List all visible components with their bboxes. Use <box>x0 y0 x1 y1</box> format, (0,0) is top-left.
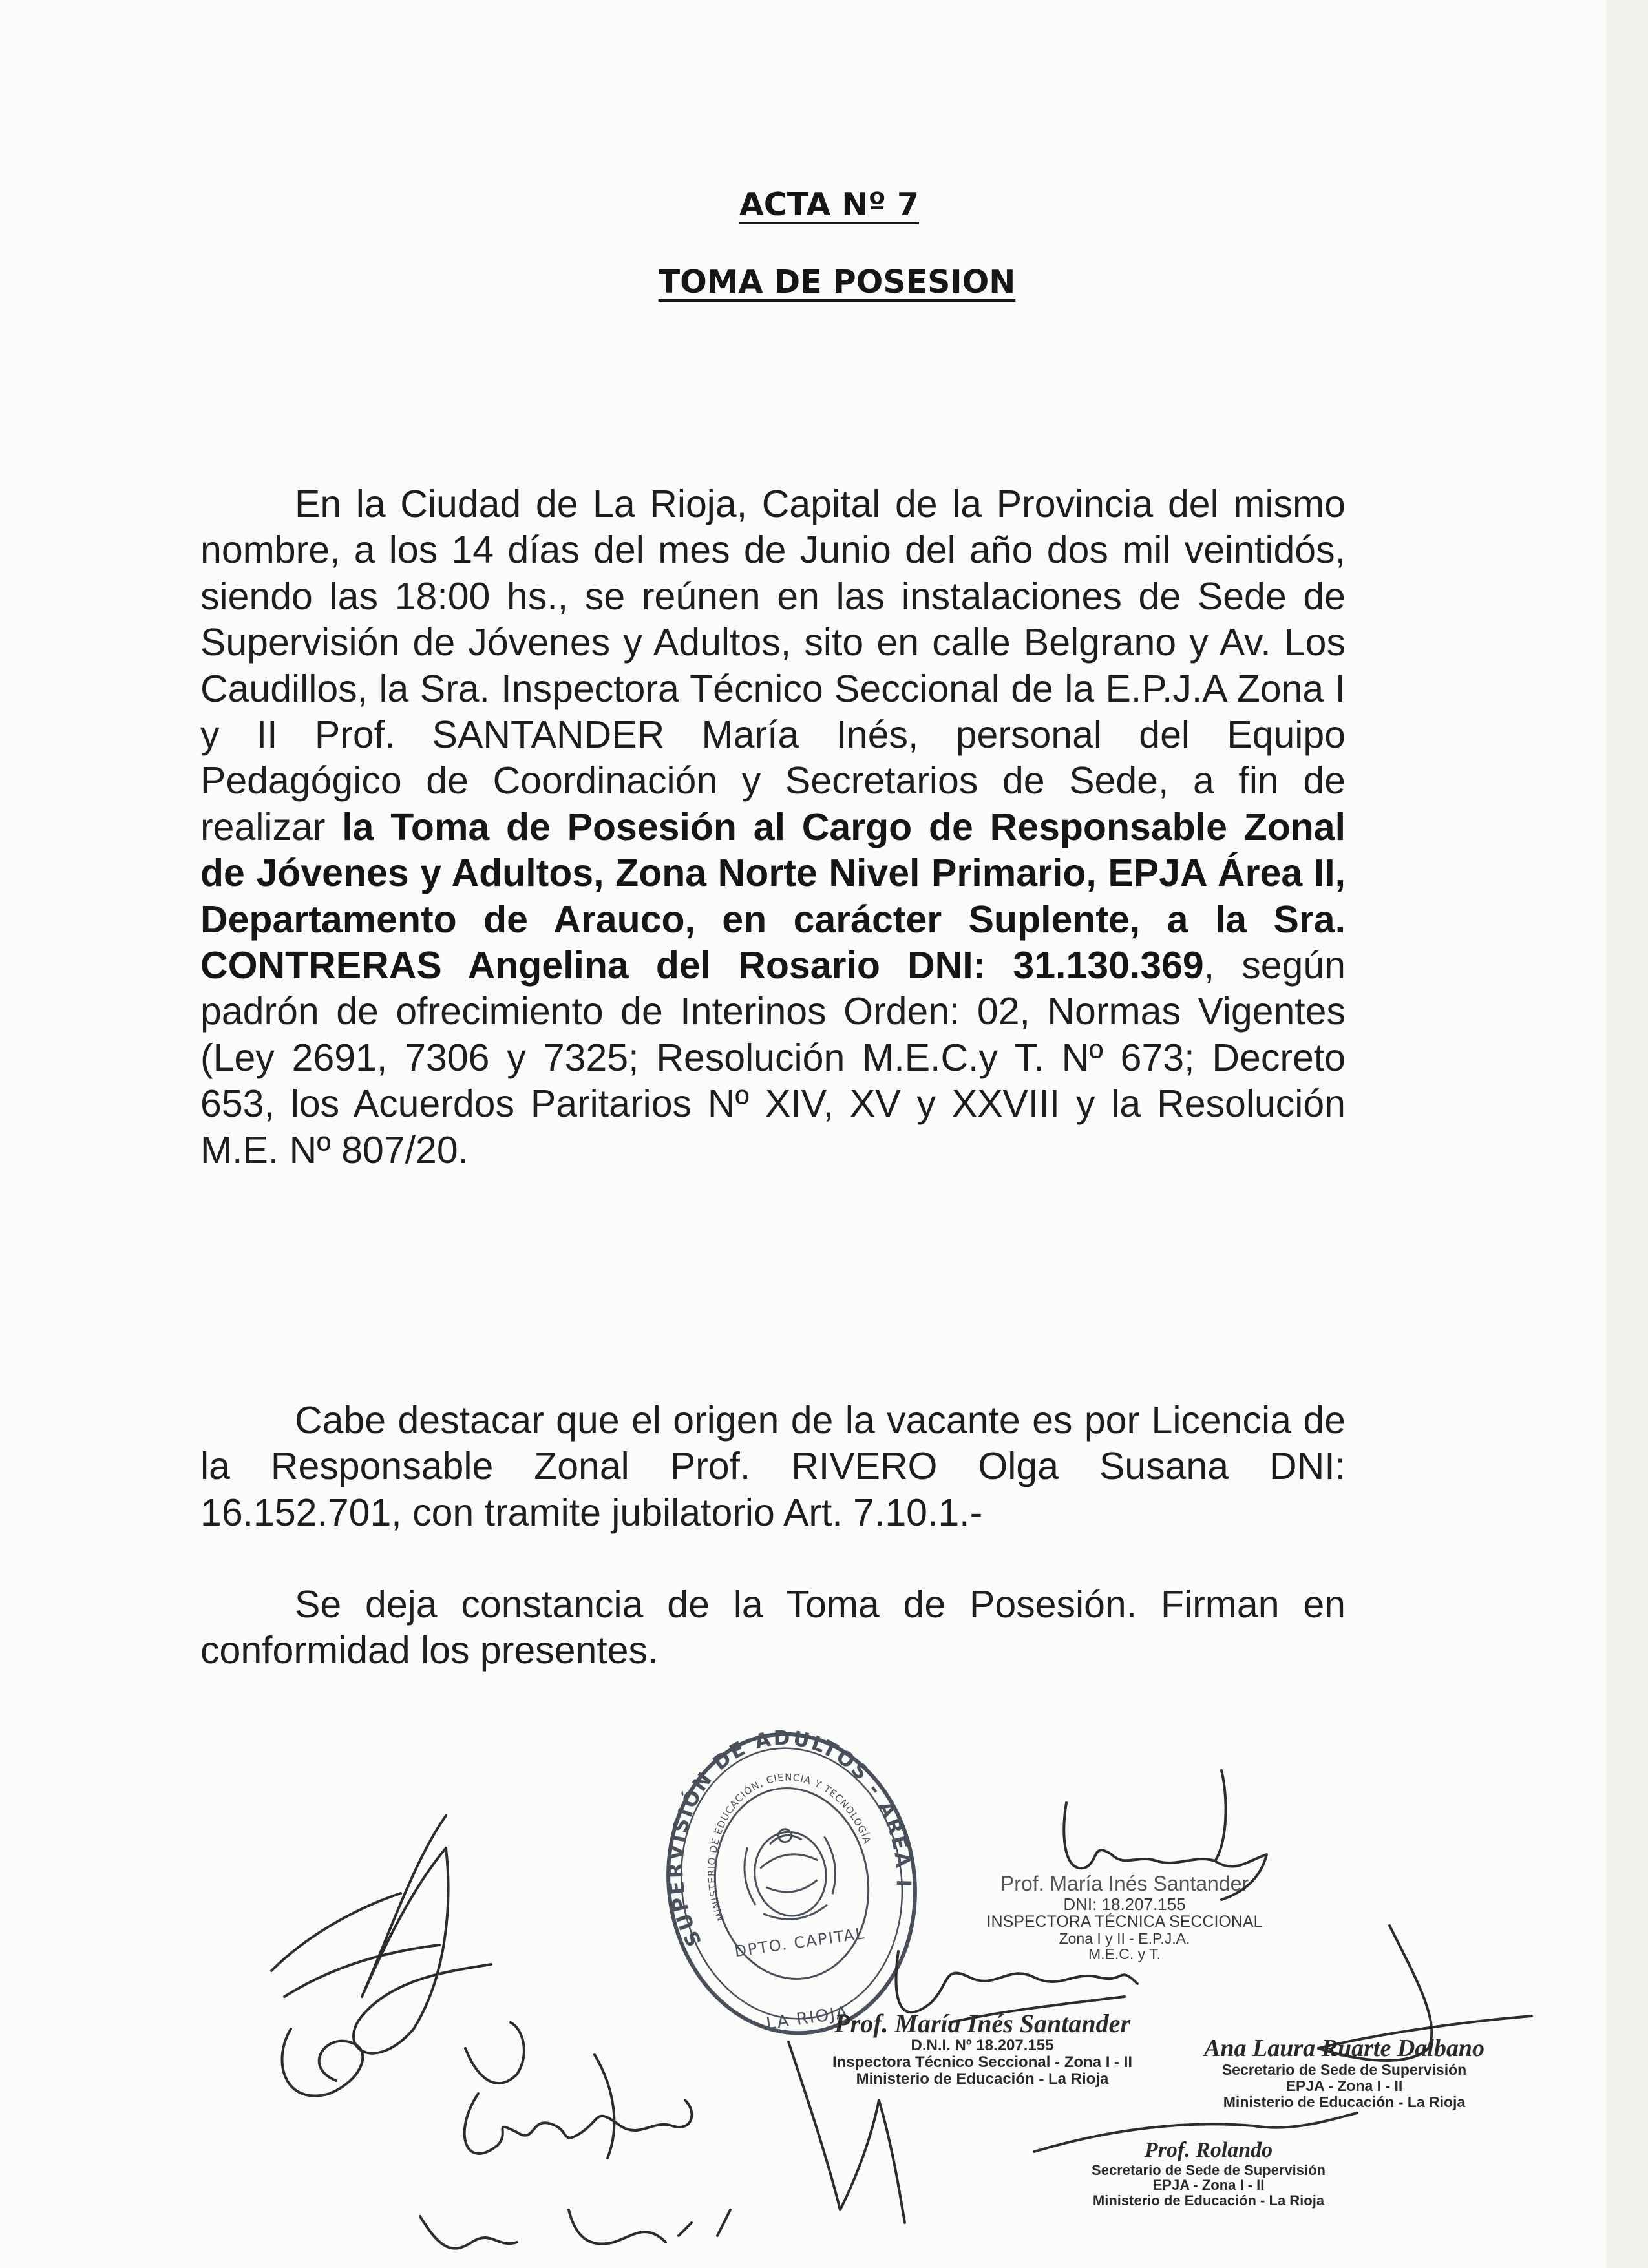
seal-bottom-text: DPTO. CAPITAL <box>733 1924 867 1961</box>
stamp-role: INSPECTORA TÉCNICA SECCIONAL <box>986 1912 1263 1931</box>
stamp-role: Secretario de Sede de Supervisión <box>1221 2061 1467 2079</box>
paragraph-1-bold: la Toma de Posesión al Cargo de Responsable Zonal de Jóvenes y Adultos, Zona Norte Nivel Primario, EPJA Área II, Departamento de Arauco, en carácter Suplente, a la Sra. CONTRERAS Angelina del Rosario DNI: 31.130.369 <box>200 805 1346 987</box>
paragraph-1-tail: , según padrón de ofrecimiento de Interinos Orden: 02, Normas Vigentes (Ley 2691, 7306 y 7325; Resolución M.E.C.y T. Nº 673; Decreto 653, los Acuerdos Paritarios Nº XIV, XV y XXVIII y la Resolución M.E. Nº 807/20. <box>200 944 1346 1171</box>
signature-left-2 <box>271 1893 439 1997</box>
official-seal <box>656 1716 927 2052</box>
stamp-name: Prof. María Inés Santander <box>834 2009 1130 2038</box>
paragraph-2 <box>200 1398 1346 1536</box>
seal-inner-text: MINISTERIO DE EDUCACIÓN, CIENCIA Y TECNOLOGÍA <box>706 1771 874 1923</box>
stamp-zone: EPJA - Zona I - II <box>1152 2177 1265 2194</box>
paragraph-1-text: En la Ciudad de La Rioja, Capital de la Provincia del mismo nombre, a los 14 días del mes de Junio del año dos mil veintidós, siendo las 18:00 hs., se reúnen en las instalaciones de Sede de Supervisión de Jóvenes y Adultos, sito en calle Belgrano y Av. Los Caudillos, la Sra. Inspectora Técnico Seccional de la E.P.J.A Zona I y II Prof. SANTANDER María Inés, personal del Equipo Pedagógico de Coordinación y Secretarios de Sede, a fin de realizar <box>200 483 1346 848</box>
signature-left-1 <box>354 1816 491 2053</box>
signature-contreras <box>465 2055 692 2158</box>
stamp-org: Ministerio de Educación - La Rioja <box>1223 2093 1466 2110</box>
stamp-dni: DNI: 18.207.155 <box>1063 1894 1186 1914</box>
stamp-role: Secretario de Sede de Supervisión <box>1092 2161 1326 2178</box>
seal-city-text: LA RIOJA <box>765 2002 850 2034</box>
stamp-dni: D.N.I. Nº 18.207.155 <box>911 2037 1054 2055</box>
paragraph-1 <box>200 481 1346 1173</box>
signature-left-3 <box>282 2029 363 2096</box>
stamp-zone: Zona I y II - E.P.J.A. <box>1059 1929 1190 1947</box>
coat-of-arms-icon <box>739 1823 841 1925</box>
stamp-santander-lower <box>801 2010 1163 2088</box>
stamp-org: M.E.C. y T. <box>1088 1946 1161 1963</box>
document-title: ACTA Nº 7 <box>739 186 920 223</box>
document-subtitle: TOMA DE POSESION <box>658 264 1016 300</box>
stamp-rolando <box>1008 2139 1409 2209</box>
stamp-name: Prof. Rolando <box>1144 2138 1273 2162</box>
seal-outer-text: SUPERVISIÓN DE ADULTOS - AREA I <box>664 1727 915 1950</box>
paragraph-3 <box>200 1582 1346 1674</box>
signature-bottom-left <box>420 2210 730 2249</box>
stamp-dalbano <box>1176 2035 1512 2110</box>
page-edge <box>1607 0 1648 2268</box>
stamp-org: Ministerio de Educación - La Rioja <box>1092 2192 1325 2209</box>
signature-left-4 <box>465 2022 524 2083</box>
stamp-santander-upper <box>969 1873 1280 1962</box>
stamp-role: Inspectora Técnico Seccional - Zona I - II <box>832 2053 1133 2072</box>
paragraph-2-text: Cabe destacar que el origen de la vacante es por Licencia de la Responsable Zonal Prof. RIVERO Olga Susana DNI: 16.152.701, con tramite jubilatorio Art. 7.10.1.- <box>200 1399 1346 1534</box>
stamp-name: Prof. María Inés Santander <box>1000 1872 1249 1895</box>
stamp-zone: EPJA - Zona I - II <box>1285 2077 1403 2094</box>
paragraph-3-text: Se deja constancia de la Toma de Posesión. Firman en conformidad los presentes. <box>200 1583 1346 1672</box>
stamp-org: Ministerio de Educación - La Rioja <box>856 2070 1109 2088</box>
stamp-name: Ana Laura Ruarte Dalbano <box>1204 2035 1484 2062</box>
